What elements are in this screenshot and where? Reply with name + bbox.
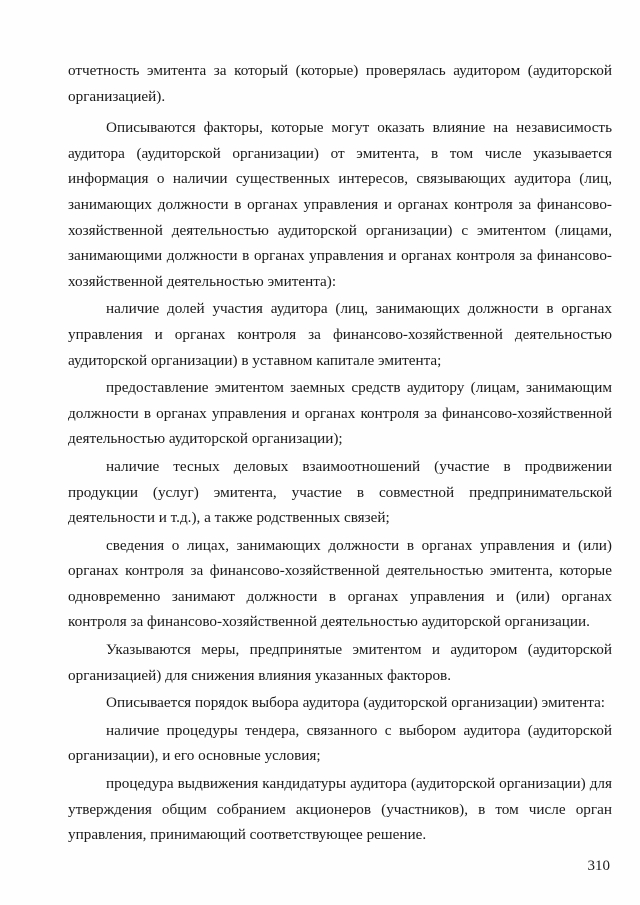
paragraph-independence-factors: Описываются факторы, которые могут оказать влияние на независимость аудитора (аудиторской организации) от эмитента, в том числе указывается информация о наличии существенных интересов, связывающих аудитора (лиц, занимающих должности в органах управления и органах контроля за финансово-хозяйственной деятельностью аудиторской организации) с эмитентом (лицами, занимающими должности в органах управления и органах контроля за финансово-хозяйственной деятельностью эмитента): bbox=[68, 119, 612, 290]
paragraph-officers: сведения о лицах, занимающих должности в органах управления и (или) органах контроля за финансово-хозяйственной деятельностью эмитента, которые одновременно занимают должности в органах управления и (или) органах контроля за финансово-хозяйственной деятельностью аудиторской организации. bbox=[68, 536, 612, 631]
paragraph-tender: наличие процедуры тендера, связанного с выбором аудитора (аудиторской организации), и его основные условия; bbox=[68, 721, 612, 765]
paragraph-business-relations: наличие тесных деловых взаимоотношений (участие в продвижении продукции (услуг) эмитента, участие в совместной предпринимательской деятельности и т.д.), а также родственных связей; bbox=[68, 457, 612, 527]
paragraph-measures: Указываются меры, предпринятые эмитентом и аудитором (аудиторской организацией) для снижения влияния указанных факторов. bbox=[68, 641, 612, 684]
paragraph-auditor-selection: Описывается порядок выбора аудитора (аудиторской организации) эмитента: bbox=[106, 694, 606, 712]
body-text bbox=[68, 58, 612, 850]
paragraph-continuation: отчетность эмитента за который (которые) проверялась аудитором (аудиторской организацией). bbox=[68, 62, 612, 105]
paragraph-loans: предоставление эмитентом заемных средств аудитору (лицам, занимающим должности в органах управления и органах контроля за финансово-хозяйственной деятельностью аудиторской организации); bbox=[68, 379, 612, 448]
paragraph-shareholding: наличие долей участия аудитора (лиц, занимающих должности в органах управления и органах контроля за финансово-хозяйственной деятельностью аудиторской организации) в уставном капитале эмитента; bbox=[68, 300, 612, 369]
paragraph-nomination: процедура выдвижения кандидатуры аудитора (аудиторской организации) для утверждения общим собранием акционеров (участников), в том числе орган управления, принимающий соответствующее решение. bbox=[68, 775, 612, 844]
page-number: 310 bbox=[587, 858, 610, 874]
